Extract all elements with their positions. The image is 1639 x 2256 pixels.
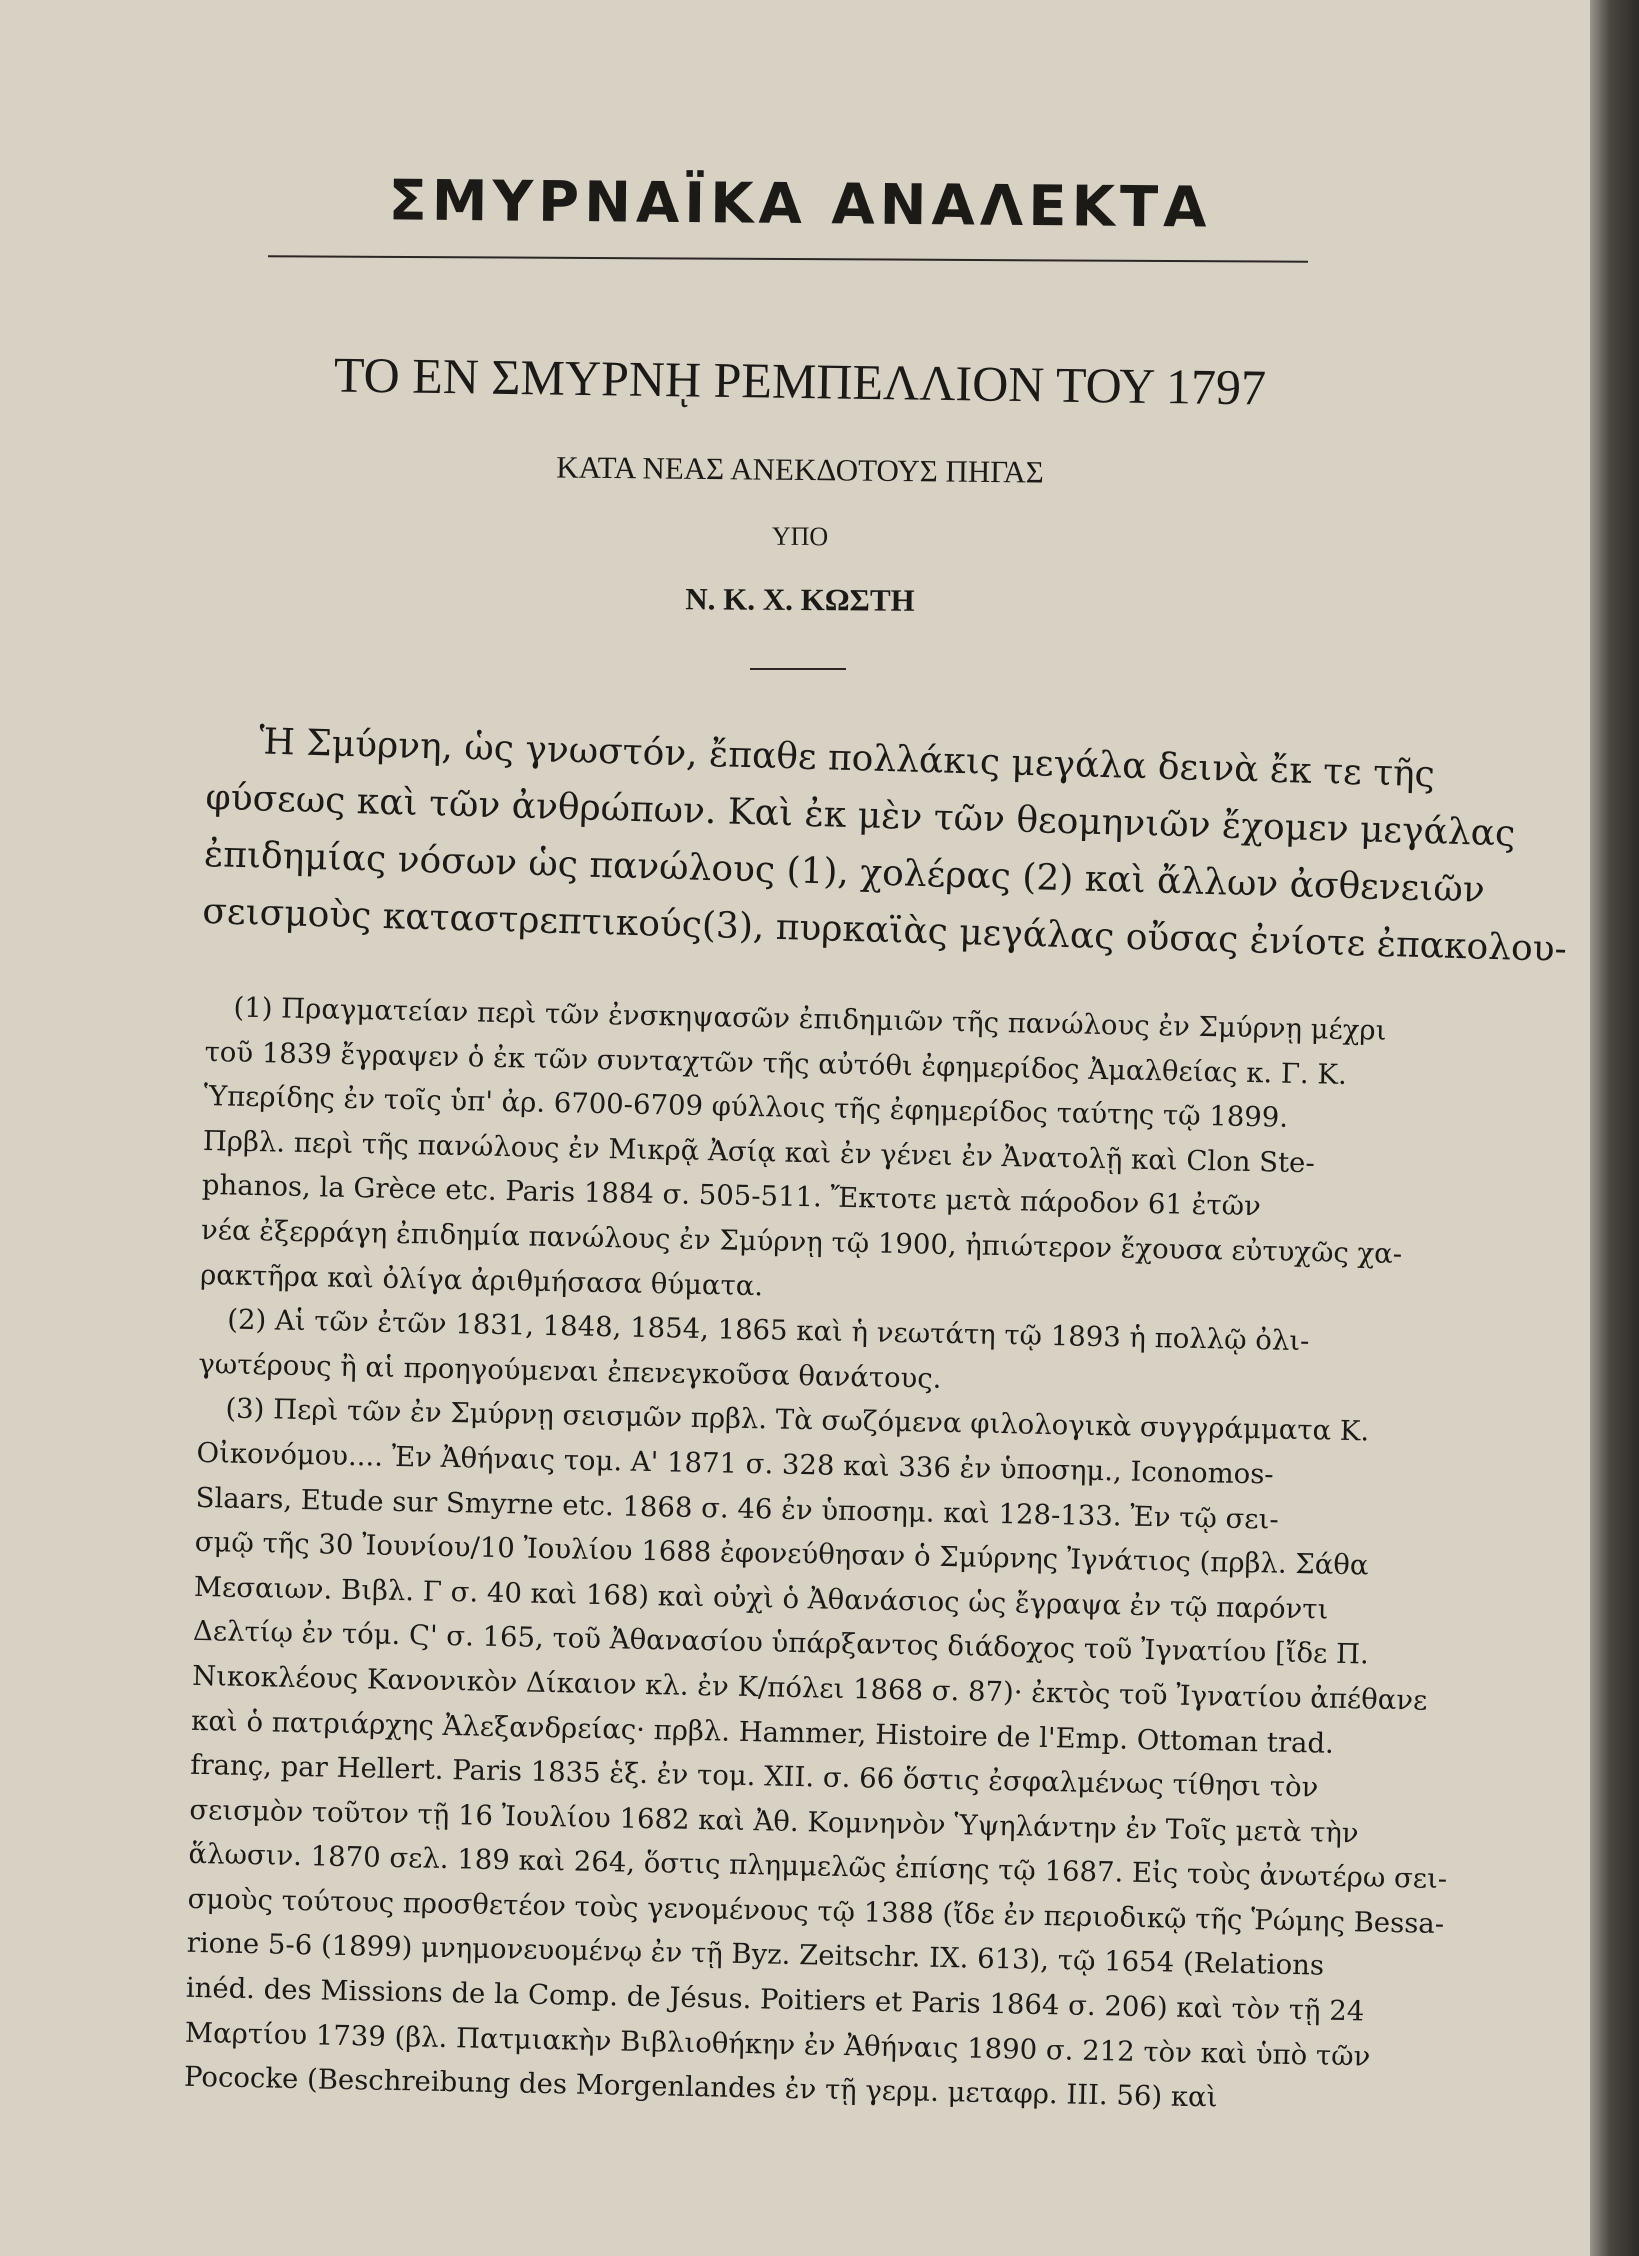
footnote-line: γωτέρους ἢ αἱ προηγούμεναι ἐπενεγκοῦσα θανάτους. xyxy=(198,1347,942,1395)
footnote-line: τοῦ 1839 ἔγραψεν ὁ ἐκ τῶν συνταχτῶν τῆς αὐτόθι ἐφημερίδος Ἀμαλθείας κ. Γ. Κ. xyxy=(204,1035,1348,1091)
footnote-line: Νικοκλέους Κανονικὸν Δίκαιον κλ. ἐν Κ/πόλει 1868 σ. 87)· ἐκτὸς τοῦ Ἰγνατίου ἀπέθανε xyxy=(191,1659,1428,1717)
body-line: σεισμοὺς καταστρεπτικούς(3), πυρκαϊὰς μεγάλας οὔσας ἐνίοτε ἐπακολου- xyxy=(201,890,1568,971)
author-name: Ν. Κ. Χ. ΚΩΣΤΗ xyxy=(685,581,915,618)
footnote-line: σμοὺς τούτους προσθετέον τοὺς γενομένους τῷ 1388 (ἴδε ἐν περιοδικῷ τῆς Ῥώμης Bessa- xyxy=(187,1882,1445,1940)
footnote-line: νέα ἐξερράγη ἐπιδημία πανώλους ἐν Σμύρνῃ τῷ 1900, ἠπιώτερον ἔχουσα εὐτυχῶς χα- xyxy=(200,1213,1403,1271)
byline: ΥΠΟ xyxy=(771,522,829,551)
footnote-line: (2) Αἱ τῶν ἐτῶν 1831, 1848, 1854, 1865 καὶ ἡ νεωτάτη τῷ 1893 ἡ πολλῷ ὀλι- xyxy=(226,1303,1310,1358)
footnote-line: rione 5-6 (1899) μνημονευομένῳ ἐν τῇ Byz. Zeitschr. IX. 613), τῷ 1654 (Relations xyxy=(186,1927,1325,1983)
footnotes xyxy=(183,985,1448,2123)
title-separator xyxy=(750,668,846,670)
body-line: φύσεως καὶ τῶν ἀνθρώπων. Καὶ ἐκ μὲν τῶν θεομηνιῶν ἔχομεν μεγάλας xyxy=(205,776,1516,855)
body-line: ἐπιδημίας νόσων ὡς πανώλους (1), χολέρας (2) καὶ ἄλλων ἀσθενειῶν xyxy=(203,833,1486,911)
header-rule xyxy=(268,255,1308,262)
footnote-line: inéd. des Missions de la Comp. de Jésus. Poitiers et Paris 1864 σ. 206) καὶ τὸν τῇ 24 xyxy=(185,1971,1365,2028)
article-subtitle: ΚΑΤΑ ΝΕΑΣ ΑΝΕΚΔΟΤΟΥΣ ΠΗΓΑΣ xyxy=(556,449,1044,490)
footnote-line: Μεσαιων. Βιβλ. Γ σ. 40 καὶ 168) καὶ οὐχὶ ὁ Ἀθανάσιος ὡς ἔγραψα ἐν τῷ παρόντι xyxy=(193,1570,1329,1626)
footnote-line: Δελτίῳ ἐν τόμ. Ϛ' σ. 165, τοῦ Ἀθανασίου ὑπάρξαντος διάδοχος τοῦ Ἰγνατίου [ἴδε Π. xyxy=(192,1615,1370,1671)
article-title: ΤΟ ΕΝ ΣΜΥΡΝῌ ΡΕΜΠΕΛΛΙΟΝ ΤΟΥ 1797 xyxy=(333,346,1267,416)
book-edge-shadow xyxy=(1590,0,1639,2256)
footnote-line: Ὑπερίδης ἐν τοῖς ὑπ' ἀρ. 6700-6709 φύλλοις τῆς ἐφημερίδος ταύτης τῷ 1899. xyxy=(203,1080,1289,1134)
footnote-line: Slaars, Etude sur Smyrne etc. 1868 σ. 46 ἐν ὑποσημ. καὶ 128-133. Ἐν τῷ σει- xyxy=(195,1481,1280,1536)
body-line: Ἡ Σμύρνη, ὡς γνωστόν, ἔπαθε πολλάκις μεγάλα δεινὰ ἔκ τε τῆς xyxy=(258,721,1436,796)
footnote-line: σεισμὸν τοῦτον τῇ 16 Ἰουλίου 1682 καὶ Ἀθ. Κομνηνὸν Ὑψηλάντην ἐν Τοῖς μετὰ τὴν xyxy=(189,1793,1359,1849)
footnote-line: franç, par Hellert. Paris 1835 ἑξ. ἐν τομ. XII. σ. 66 ὅστις ἐσφαλμένως τίθησι τὸν xyxy=(190,1748,1319,1804)
footnote-line: ρακτῆρα καὶ ὀλίγα ἀριθμήσασα θύματα. xyxy=(199,1258,764,1302)
footnote-line: (1) Πραγματείαν περὶ τῶν ἐνσκηψασῶν ἐπιδημιῶν τῆς πανώλους ἐν Σμύρνῃ μέχρι xyxy=(233,991,1387,1047)
footnote-line: ἅλωσιν. 1870 σελ. 189 καὶ 264, ὅστις πλημμελῶς ἐπίσης τῷ 1687. Εἰς τοὺς ἀνωτέρω σει- xyxy=(188,1838,1448,1896)
footnote-line: Pococke (Beschreibung des Morgenlandes ἐν τῇ γερμ. μεταφρ. III. 56) καὶ xyxy=(183,2061,1218,2114)
body-paragraph xyxy=(201,712,1568,973)
footnote-line: σμῷ τῆς 30 Ἰουνίου/10 Ἰουλίου 1688 ἐφονεύθησαν ὁ Σμύρνης Ἰγνάτιος (πρβλ. Σάθα xyxy=(194,1526,1369,1582)
footnote-line: phanos, la Grèce etc. Paris 1884 σ. 505-511. Ἔκτοτε μετὰ πάροδον 61 ἐτῶν xyxy=(201,1169,1262,1223)
footnote-line: Πρβλ. περὶ τῆς πανώλους ἐν Μικρᾷ Ἀσίᾳ καὶ ἐν γένει ἐν Ἀνατολῇ καὶ Clon Ste- xyxy=(202,1124,1316,1180)
footnote-line: καὶ ὁ πατριάρχης Ἀλεξανδρείας· πρβλ. Hammer, Histoire de l'Emp. Ottoman trad. xyxy=(190,1704,1335,1760)
footnote-line: Οἰκονόμου.... Ἐν Ἀθήναις τομ. Α' 1871 σ. 328 καὶ 336 ἐν ὑποσημ., Iconomos- xyxy=(196,1436,1274,1491)
footnote-line: (3) Περὶ τῶν ἐν Σμύρνῃ σεισμῶν πρβλ. Τὰ σωζόμενα φιλολογικὰ συγγράμματα Κ. xyxy=(225,1392,1370,1448)
series-title: ΣΜΥΡΝΑΪΚΑ ΑΝΑΛΕΚΤΑ xyxy=(388,168,1212,241)
footnote-line: Μαρτίου 1739 (βλ. Πατμιακὴν Βιβλιοθήκην ἐν Ἀθήναις 1890 σ. 212 τὸν καὶ ὑπὸ τῶν xyxy=(184,2016,1371,2073)
